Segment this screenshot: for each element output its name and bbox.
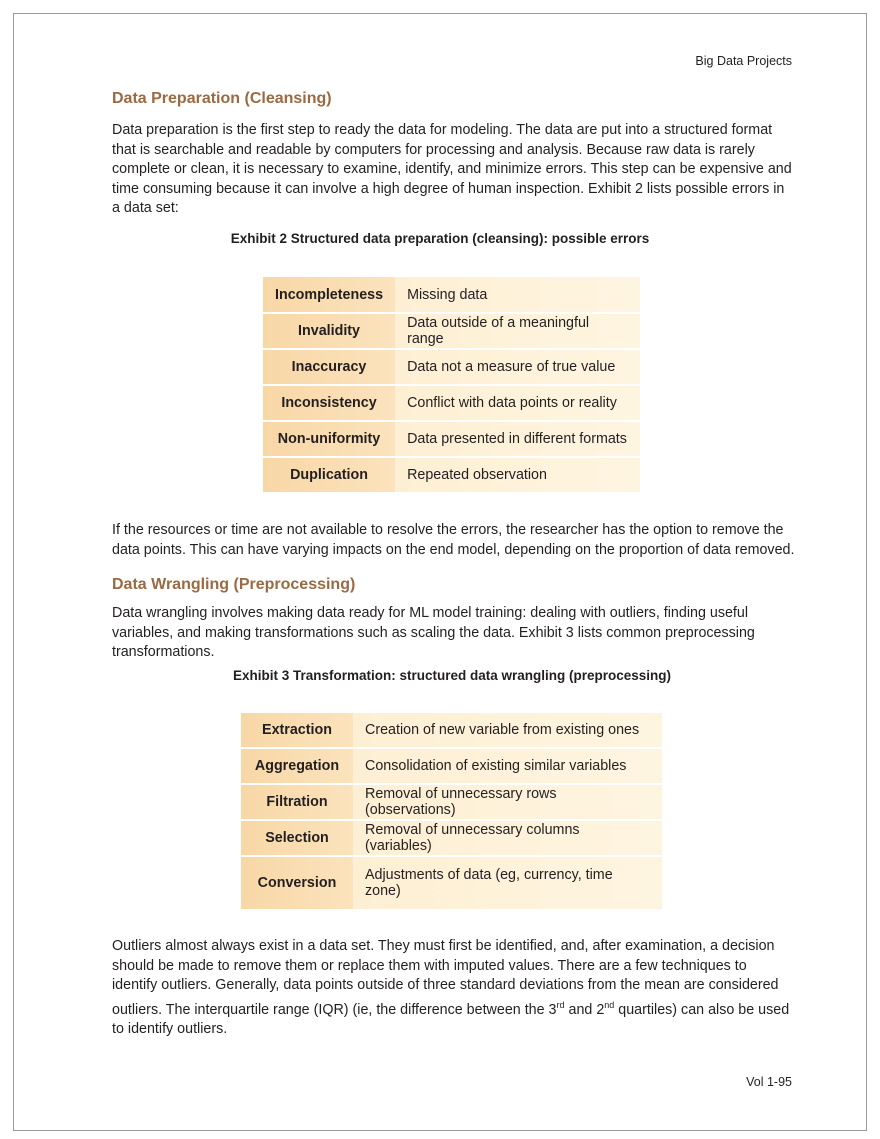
description-cell: Data outside of a meaningful range — [395, 314, 640, 348]
term-cell: Selection — [241, 821, 353, 855]
table-row — [263, 277, 640, 312]
description-cell: Creation of new variable from existing ones — [353, 713, 662, 747]
table-row — [263, 350, 640, 384]
table-row — [241, 857, 662, 909]
table-row — [241, 821, 662, 855]
table-row — [241, 749, 662, 783]
term-cell: Invalidity — [263, 314, 395, 348]
paragraph — [112, 937, 792, 1039]
description-cell: Removal of unnecessary columns (variables) — [353, 821, 662, 855]
text: Outliers almost always exist in a data set. They must first be identified, and, after examination, a decision should be made to remove them or replace them with imputed values. There are a few techniques to identify outliers. Generally, data points outside of three standard deviations from the mean are considered outliers. The interquartile range (IQR) (ie, the difference between the 3 — [112, 938, 779, 1018]
term-cell: Aggregation — [241, 749, 353, 783]
transformations-table — [241, 711, 662, 911]
table-row — [263, 458, 640, 492]
page-number: Vol 1-95 — [746, 1075, 792, 1089]
description-cell: Conflict with data points or reality — [395, 386, 640, 420]
description-cell: Data presented in different formats — [395, 422, 640, 456]
term-cell: Conversion — [241, 857, 353, 909]
term-cell: Incompleteness — [263, 277, 395, 312]
superscript: nd — [604, 999, 615, 1010]
term-cell: Extraction — [241, 713, 353, 747]
exhibit-title: Exhibit 3 Transformation: structured data wrangling (preprocessing) — [232, 668, 672, 683]
description-cell: Data not a measure of true value — [395, 350, 640, 384]
running-header: Big Data Projects — [695, 54, 792, 68]
description-cell: Adjustments of data (eg, currency, time zone) — [353, 857, 662, 909]
description-cell: Missing data — [395, 277, 640, 312]
description-cell: Removal of unnecessary rows (observations) — [353, 785, 662, 819]
paragraph: Data preparation is the first step to ready the data for modeling. The data are put into a structured format that is searchable and readable by computers for processing and analysis. Because raw data is rarely complete or clean, it is necessary to examine, identify, and minimize errors. This step can be expensive and time consuming because it can involve a high degree of human inspection. Exhibit 2 lists possible errors in a data set: — [112, 122, 792, 216]
term-cell: Duplication — [263, 458, 395, 492]
table-row — [241, 713, 662, 747]
table-row — [263, 422, 640, 456]
text: and 2 — [564, 1001, 605, 1018]
section-heading-preparation: Data Preparation (Cleansing) — [112, 90, 332, 107]
table-row — [241, 785, 662, 819]
text: quartiles) can also be used to identify outliers. — [112, 1001, 790, 1037]
term-cell: Inaccuracy — [263, 350, 395, 384]
table-row — [263, 386, 640, 420]
section-heading-wrangling: Data Wrangling (Preprocessing) — [112, 576, 356, 593]
paragraph: Data wrangling involves making data ready for ML model training: dealing with outliers, finding useful variables, and making transformations such as scaling the data. Exhibit 3 lists common preprocessing transformations. — [112, 605, 755, 660]
exhibit-title: Exhibit 2 Structured data preparation (cleansing): possible errors — [230, 231, 650, 246]
term-cell: Inconsistency — [263, 386, 395, 420]
term-cell: Filtration — [241, 785, 353, 819]
description-cell: Consolidation of existing similar variables — [353, 749, 662, 783]
table-row — [263, 314, 640, 348]
superscript: rd — [556, 999, 565, 1010]
term-cell: Non-uniformity — [263, 422, 395, 456]
description-cell: Repeated observation — [395, 458, 640, 492]
errors-table — [263, 275, 640, 494]
paragraph: If the resources or time are not available to resolve the errors, the researcher has the option to remove the data points. This can have varying impacts on the end model, depending on the proportion of data removed. — [112, 522, 795, 558]
